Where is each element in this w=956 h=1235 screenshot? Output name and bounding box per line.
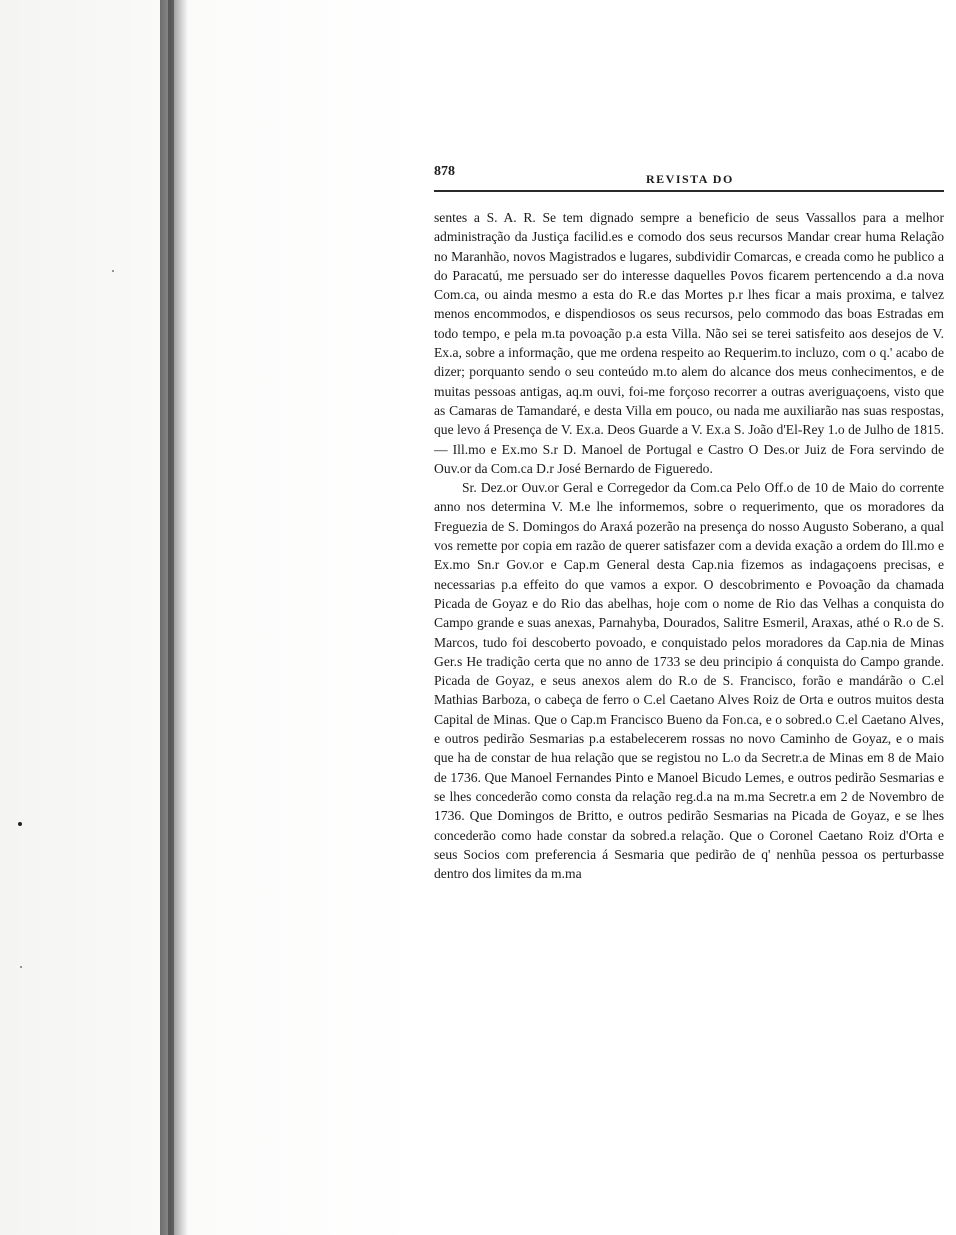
binding-gutter-line xyxy=(168,0,174,1235)
header-rule xyxy=(434,190,944,192)
scan-speck xyxy=(18,822,22,826)
running-title: REVISTA DO xyxy=(646,172,734,186)
paragraph: sentes a S. A. R. Se tem dignado sempre a beneficio de seus Vassallos para a melhor administração da Justiça facilid.es e comodo dos seus recursos Mandar crear huma Relação no Maranhão, novos Magistrados e lugares, subdividir Comarcas, e creada como he publico a do Paracatú, me persuado ser do interesse daquelles Povos ficarem pertencendo a d.a nova Com.ca, ou ainda mesmo a esta do R.e das Mortes p.r lhes ficar a mais proxima, e talvez menos encommodos, e dispendiosos os seus recursos, pelo commodo das boas Estradas em todo tempo, e pela m.ta povoação p.a esta Villa. Não sei se terei satisfeito aos desejos de V. Ex.a, sobre a informação, que me ordena respeito ao Requerim.to incluzo, com o q.' acabo de dizer; porquanto sendo o seu conteúdo m.to alem do alcance dos meus conhecimentos, e de muitas pessoas antigas, aq.m ouvi, foi-me forçoso recorrer a outras averiguaçoens, visto que as Camaras de Tamandaré, e desta Villa em pouco, ou nada me auxiliarão nas suas respostas, que levo á Presença de V. Ex.a. Deos Guarde a V. Ex.a S. João d'El-Rey 1.o de Julho de 1815.— Ill.mo e Ex.mo S.r D. Manoel de Portugal e Castro O Des.or Juiz de Fora servindo de Ouv.or da Com.ca D.r José Bernardo de Figueredo. xyxy=(434,210,944,476)
body-text xyxy=(434,208,944,883)
binding-gutter-shadow xyxy=(160,0,188,1235)
page-number: 878 xyxy=(434,164,455,179)
scan-speck xyxy=(20,966,22,968)
scan-speck xyxy=(112,270,114,272)
page-header xyxy=(434,164,946,190)
paragraph: Sr. Dez.or Ouv.or Geral e Corregedor da Com.ca Pelo Off.o de 10 de Maio do corrente anno nos determina V. M.e lhe informemos, sobre o requerimento, que os moradores da Freguezia de S. Domingos do Araxá pozerão na presença do nosso Augusto Soberano, a qual vos remette por copia em razão de querer satisfazer com a devida exação a ordem do Ill.mo e Ex.mo Sn.r Gov.or e Cap.m General desta Cap.nia fizemos as indagaçoens precisas, e necessarias p.a effeito do que vamos a expor. O descobrimento e Povoação da chamada Picada de Goyaz e do Rio das abelhas, hoje com o nome de Rio das Velhas a conquista do Campo grande e suas anexas, Parnahyba, Dourados, Salitre Esmeril, Araxas, athé o R.o de S. Marcos, tudo foi descoberto povoado, e conquistado pelos moradores da Cap.nia de Minas Ger.s He tradição certa que no anno de 1733 se deu principio á conquista do Campo grande. Picada de Goyaz, e seus anexos alem do R.o de S. Francisco, forão e mandárão o C.el Mathias Barboza, o cabeça de ferro o C.el Caetano Alves Roiz de Orta e outros muitos desta Capital de Minas. Que o Cap.m Francisco Bueno da Fon.ca, e o sobred.o C.el Caetano Alves, e outros pedirão Sesmarias p.a estabelecerem rossas no novo Caminho de Goyaz, e o mais que ha de constar de hua relação que se registou no L.o da Secretr.a de Minas em 8 de Maio de 1736. Que Manoel Fernandes Pinto e Manoel Bicudo Lemes, e outros pedirão Sesmarias e se lhes concederão como consta da relação reg.d.a na m.ma Secretr.a em 2 de Novembro de 1736. Que Domingos de Britto, e outros pedirão Sesmarias na Picada de Goyaz, e se lhes concederão como hade constar da sobred.a relação. Que o Coronel Caetano Roiz d'Orta e seus Socios com preferencia á Sesmaria que pedirão de q' nenhũa pessoa os perturbasse dentro dos limites da m.ma xyxy=(434,480,944,882)
